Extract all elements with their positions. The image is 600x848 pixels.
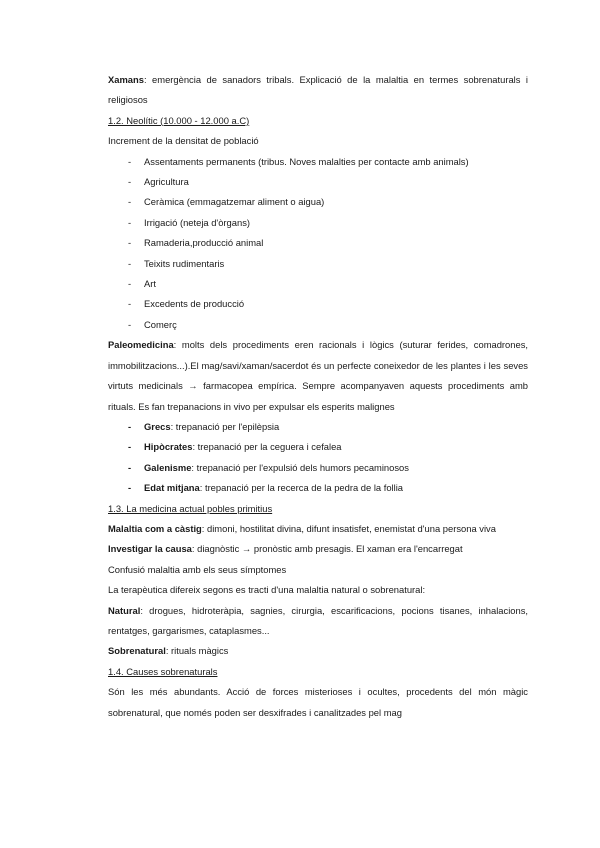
section-1-3-heading: 1.3. La medicina actual pobles primitius [108,502,273,514]
list-item [108,458,528,478]
list-item-text: Ceràmica (emmagatzemar aliment o aigua) [144,196,325,208]
list-item [108,294,528,314]
list-item-text: Agricultura [144,176,189,188]
list-item [108,192,528,212]
causes-paragraph: Són les més abundants. Acció de forces misterioses i ocultes, procedents del món màgic sobrenatural, que només poden ser desxifrades i canalitzades pel mag [108,686,528,718]
list-item [108,172,528,192]
list-item-text: : trepanació per la recerca de la pedra de la follia [199,482,403,494]
paleomedicina-paragraph [108,335,528,417]
bullet-dash: - [128,196,132,208]
causa-paragraph [108,539,528,559]
bullet-dash: - [128,278,132,290]
list-item [108,213,528,233]
list-item-text: : trepanació per l'epilèpsia [170,420,280,432]
xamans-paragraph [108,70,528,111]
list-item-term: Grecs [144,420,171,432]
castig-text: : dimoni, hostilitat divina, difunt insatisfet, enemistat d'una persona viva [201,522,496,534]
list-item-text: Irrigació (neteja d'òrgans) [144,216,251,228]
bullet-dash: - [128,176,132,188]
natural-term: Natural [108,604,141,616]
list-item-text: : trepanació per la ceguera i cefalea [192,441,342,453]
list-item-text: Excedents de producció [144,298,245,310]
bullet-dash: - [128,441,132,453]
list-item [108,478,528,498]
terapeutica-paragraph: La terapèutica difereix segons es tracti d'una malaltia natural o sobrenatural: [108,584,426,596]
list-item [108,254,528,274]
list-item-text: Assentaments permanents (tribus. Noves malalties per contacte amb animals) [144,155,469,167]
confusio-paragraph: Confusió malaltia amb els seus símptomes [108,563,287,575]
sobrenatural-paragraph [108,641,528,661]
neolitic-intro: Increment de la densitat de població [108,135,259,147]
causa-text: : diagnòstic → pronòstic amb presagis. El xaman era l'encarregat [191,543,463,555]
list-item [108,417,528,437]
list-item [108,315,528,335]
sobrenatural-text: : rituals màgics [165,645,229,657]
list-item-text: Art [144,278,156,290]
list-item-text: Comerç [144,318,177,330]
paleomedicina-term: Paleomedicina [108,339,174,351]
neolitic-list [108,152,528,336]
document-page [108,70,528,723]
causa-term: Investigar la causa [108,543,192,555]
bullet-dash: - [128,216,132,228]
list-item-text: Teixits rudimentaris [144,257,225,269]
bullet-dash: - [128,482,132,494]
list-item [108,274,528,294]
list-item [108,437,528,457]
list-item-term: Edat mitjana [144,482,200,494]
list-item-term: Galenisme [144,461,192,473]
section-1-2-heading: 1.2. Neolític (10.000 - 12.000 a.C) [108,114,250,126]
list-item [108,233,528,253]
bullet-dash: - [128,298,132,310]
list-item-text: : trepanació per l'expulsió dels humors pecaminosos [191,461,409,473]
bullet-dash: - [128,420,132,432]
castig-paragraph [108,519,528,539]
section-1-4-heading: 1.4. Causes sobrenaturals [108,665,218,677]
xamans-term: Xamans [108,74,144,85]
bullet-dash: - [128,318,132,330]
bullet-dash: - [128,155,132,167]
trepanacio-list [108,417,528,499]
list-item-term: Hipòcrates [144,441,193,453]
natural-text: : drogues, hidroteràpia, sagnies, cirurgia, escarificacions, pocions tisanes, inhalacions, rentatges, gargarismes, cataplasmes... [108,604,528,636]
castig-term: Malaltia com a càstig [108,522,202,534]
list-item [108,152,528,172]
paleomedicina-text: : molts dels procediments eren racionals i lògics (suturar ferides, comadrones, immobilitzacions...).El mag/savi/xaman/sacerdot és un perfecte coneixedor de les plantes i les seves virtuts medicinals → farmacopea empírica. Sempre acompanyaven aquests procediments amb rituals. Es fan trepanacions in vivo per expulsar els esperits malignes [108,339,528,412]
natural-paragraph [108,601,528,642]
sobrenatural-term: Sobrenatural [108,645,166,657]
bullet-dash: - [128,257,132,269]
xamans-text: : emergència de sanadors tribals. Explicació de la malaltia en termes sobrenaturals i religiosos [108,74,528,106]
bullet-dash: - [128,237,132,249]
bullet-dash: - [128,461,132,473]
list-item-text: Ramaderia,producció animal [144,237,264,249]
